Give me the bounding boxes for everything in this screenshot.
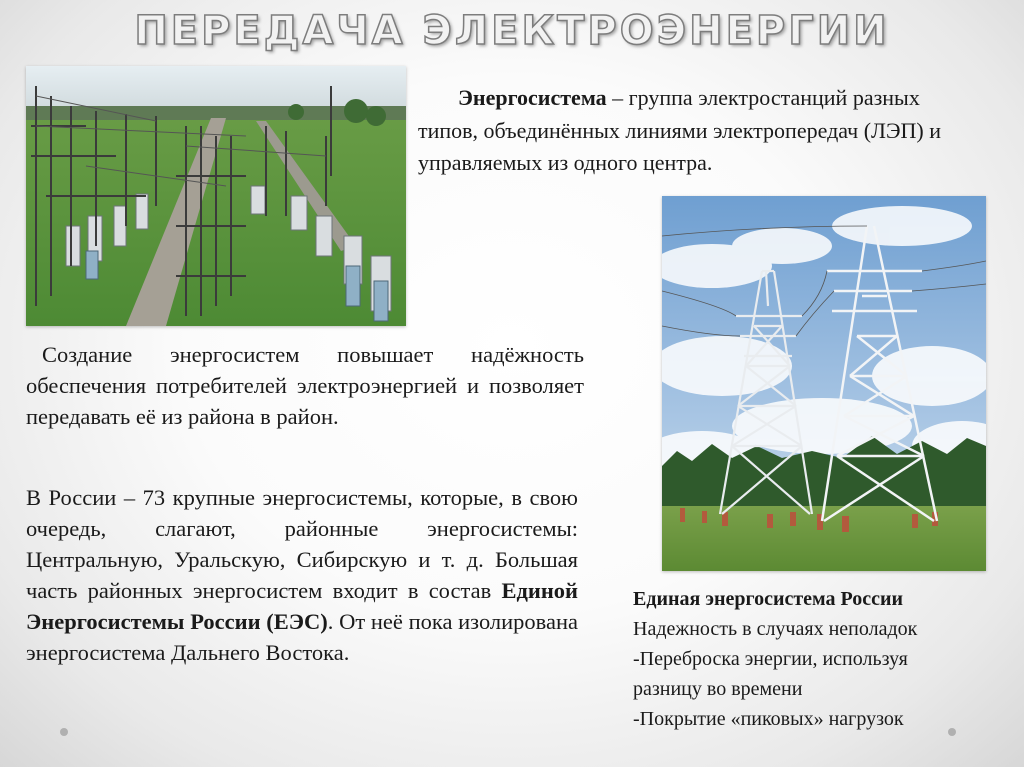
note-line: разницу во времени [633,678,803,700]
paragraph-russia-text-1: В России – 73 крупные энергосистемы, которые, в свою очередь, слагают, районные энергосистемы: Центральную, Уральскую, Сибирскую и т. д. Большая часть районных энергосистем входит в состав [26,485,578,603]
note-line: -Покрытие «пиковых» нагрузок [633,708,904,730]
ees-benefits-note [633,584,1013,734]
substation-photo [26,66,406,326]
definition-text: – группа электростанций разных типов, объединённых линиями электропередач (ЛЭП) и управляемых из одного центра. [418,85,941,175]
power-line-towers-photo [662,196,986,571]
energy-system-definition [418,82,978,180]
paragraph-russia-systems [26,482,578,668]
note-line: -Переброска энергии, используя [633,648,908,670]
paragraph-russia-text-2: . От неё пока изолирована энергосистема Дальнего Востока. [26,609,579,665]
note-line: Надежность в случаях неполадок [633,618,918,640]
note-heading: Единая энергосистема России [633,588,904,610]
slide-title: ПЕРЕДАЧА ЭЛЕКТРОЭНЕРГИИ [134,8,890,54]
decorative-dot [948,728,956,736]
paragraph-reliability-text: Создание энергосистем повышает надёжность обеспечения потребителей электроэнергией и позволяет передавать её из района в район. [26,342,584,429]
ees-term: Единой Энергосистемы России (ЕЭС) [26,578,578,634]
definition-term: Энергосистема [458,85,607,110]
paragraph-reliability [26,339,584,432]
decorative-dot [60,728,68,736]
